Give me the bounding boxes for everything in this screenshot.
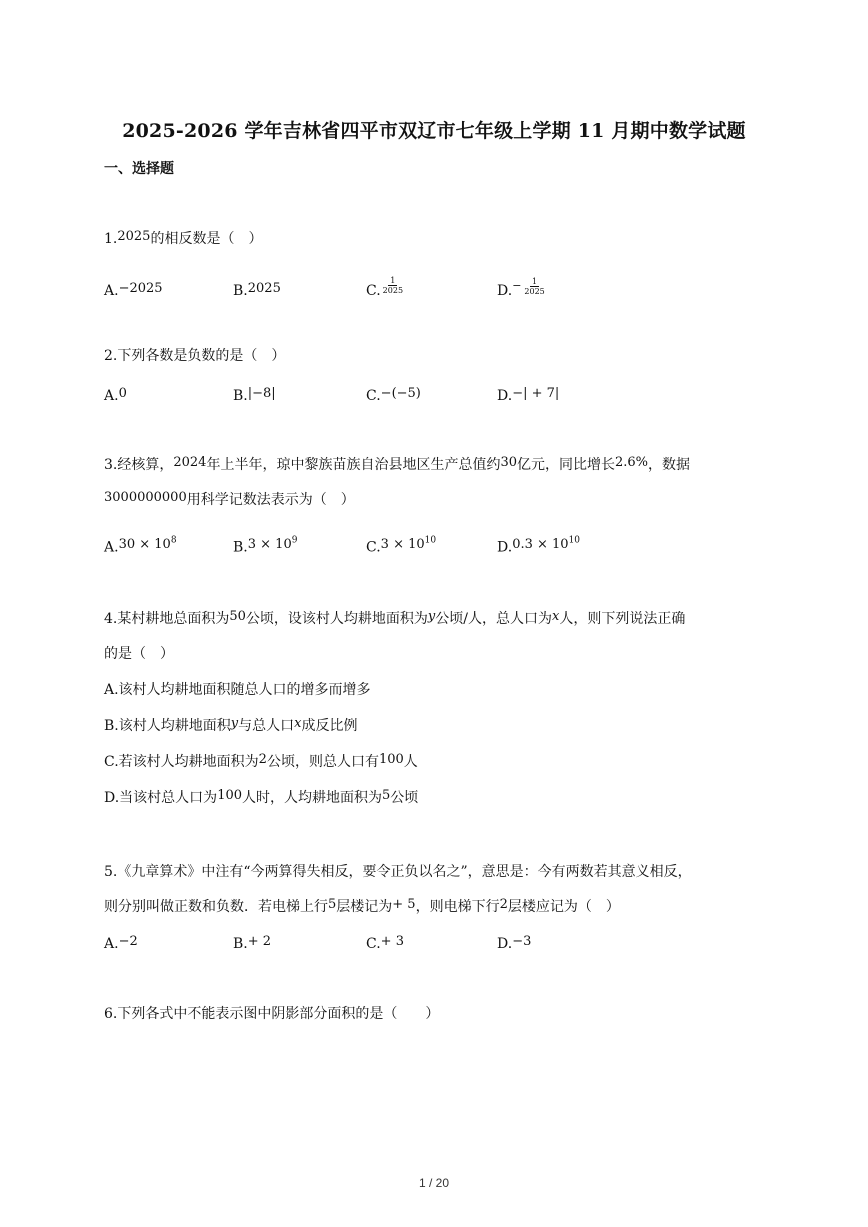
q2-option-c: C.−(−5) <box>366 386 421 404</box>
q1-option-b: B.2025 <box>233 281 281 299</box>
fraction: $\frac{1}{2025}$ <box>382 275 404 295</box>
question-3-line-2: 3000000000用科学记数法表示为（ ） <box>104 490 355 508</box>
section-heading: 一、选择题 <box>104 161 174 177</box>
question-2: 2.下列各数是负数的是（ ） <box>104 348 286 364</box>
q3-option-d: $D.0.3 \times 10^{10}$ <box>497 536 581 556</box>
q1-option-c: C. $\frac{1}{2025}$ <box>366 275 404 299</box>
question-4-line-1: 4.某村耕地总面积为50公顷，设该村人均耕地面积为y公顷/人，总人口为x人，则下列说法正确 <box>104 609 686 627</box>
q4-option-d: D.当该村总人口为100人时，人均耕地面积为5公顷 <box>104 788 419 806</box>
q4-option-a: A.该村人均耕地面积随总人口的增多而增多 <box>104 682 371 698</box>
q4-option-c: C.若该村人均耕地面积为2公顷，则总人口有100人 <box>104 752 418 770</box>
q3-option-a: $A.30 \times 10^8$ <box>104 536 177 556</box>
question-1: 1.2025的相反数是（ ） <box>104 229 263 247</box>
q3-option-b: $B.3 \times 10^9$ <box>233 536 298 556</box>
question-4-line-2: 的是（ ） <box>104 646 174 662</box>
question-5-line-2: 则分别叫做正数和负数．若电梯上行5层楼记为+ 5，则电梯下行2层楼应记为（ ） <box>104 897 620 915</box>
q4-option-b: B.该村人均耕地面积y与总人口x成反比例 <box>104 716 358 734</box>
q1-option-a: A.−2025 <box>104 281 163 299</box>
question-5-line-1: 5.《九章算术》中注有“今两算得失相反，要令正负以名之”，意思是：今有两数若其意义相反， <box>104 864 692 880</box>
page-number: 1 / 20 <box>418 1176 450 1190</box>
fraction: $\frac{1}{2025}$ <box>524 276 545 296</box>
q5-option-c: C.+ 3 <box>366 934 404 952</box>
q5-option-b: B.+ 2 <box>233 934 272 952</box>
q5-option-a: A.−2 <box>104 934 138 952</box>
q2-option-b: B.|−8| <box>233 386 276 404</box>
question-3-line-1: 3.经核算，2024年上半年，琼中黎族苗族自治县地区生产总值约30亿元，同比增长2.6%，数据 <box>104 455 691 473</box>
q5-option-d: D.−3 <box>497 934 532 952</box>
document-title: 2025-2026 学年吉林省四平市双辽市七年级上学期 11 月期中数学试题 <box>122 120 746 142</box>
question-6: 6.下列各式中不能表示图中阴影部分面积的是（ ） <box>104 1006 440 1022</box>
q1-option-d: D. − $\frac{1}{2025}$ <box>497 276 545 299</box>
q2-option-a: A.0 <box>104 386 127 404</box>
q3-option-c: $C.3 \times 10^{10}$ <box>366 536 437 556</box>
q2-option-d: D.−| + 7| <box>497 386 560 404</box>
